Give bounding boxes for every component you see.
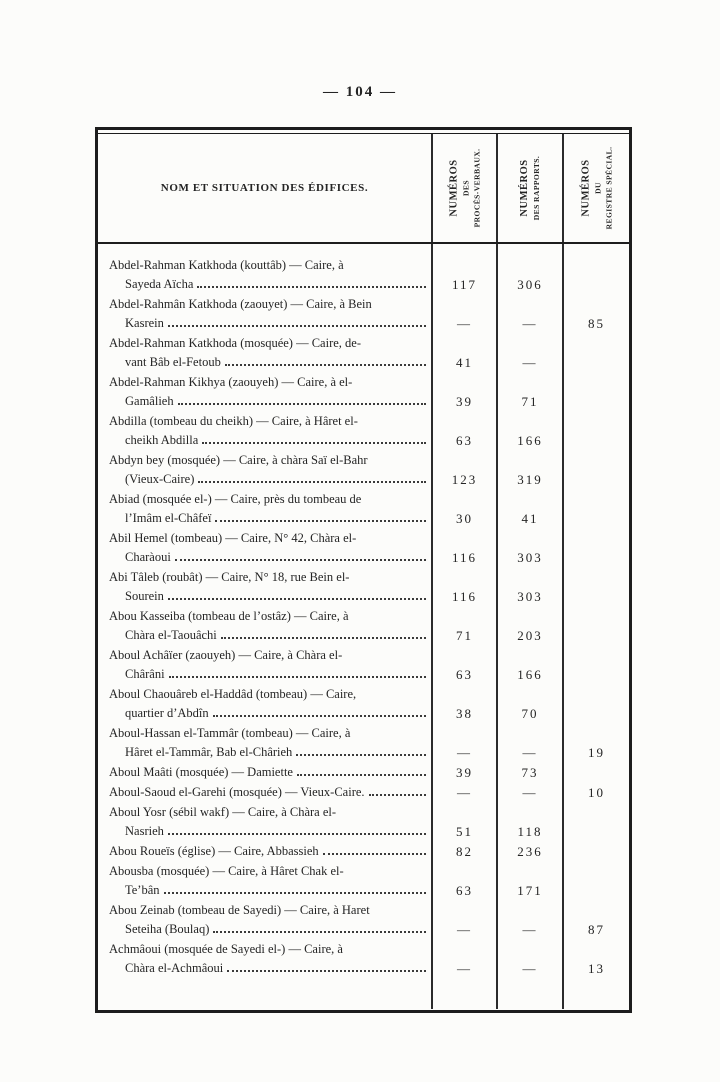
name-line: Abdel-Rahman Katkhoda (kouttâb) — Caire, à xyxy=(109,258,344,272)
registre-cell: 13 xyxy=(562,940,629,979)
pv-cell: — xyxy=(431,901,496,940)
registre-cell xyxy=(562,451,629,490)
edifice-name-cell xyxy=(98,490,431,529)
edifice-name-cell xyxy=(98,451,431,490)
name-line: Abi Tâleb (roubât) — Caire, N° 18, rue Bein el- xyxy=(109,570,350,584)
pv-cell: 39 xyxy=(431,373,496,412)
dot-leader xyxy=(202,442,426,444)
name-line xyxy=(109,548,429,567)
table-row xyxy=(98,412,629,451)
table-row xyxy=(98,646,629,685)
edifice-name-cell xyxy=(98,412,431,451)
name-line xyxy=(109,392,429,411)
registre-cell xyxy=(562,244,629,295)
registre-cell xyxy=(562,568,629,607)
rapport-cell: — xyxy=(496,901,562,940)
pv-cell: 63 xyxy=(431,412,496,451)
name-line xyxy=(109,920,429,939)
name-text: Seteiha (Boulaq) xyxy=(125,922,210,936)
dot-leader xyxy=(221,637,426,639)
registre-cell xyxy=(562,842,629,862)
registre-cell xyxy=(562,490,629,529)
name-line: Abdilla (tombeau du cheikh) — Caire, à Hâret el- xyxy=(109,414,358,428)
pv-cell: 123 xyxy=(431,451,496,490)
rapport-cell: 303 xyxy=(496,529,562,568)
edifice-name-cell xyxy=(98,334,431,373)
header-line: NUMÉROS xyxy=(580,159,591,217)
name-line xyxy=(109,353,429,372)
registre-cell xyxy=(562,763,629,783)
table-filler-row xyxy=(98,979,629,1009)
name-line xyxy=(109,431,429,450)
dot-leader xyxy=(178,403,426,405)
name-text: Kasrein xyxy=(125,316,164,330)
registre-cell xyxy=(562,412,629,451)
registre-cell: 19 xyxy=(562,724,629,763)
registre-cell xyxy=(562,685,629,724)
table-row xyxy=(98,901,629,940)
table-row xyxy=(98,940,629,979)
pv-cell: 116 xyxy=(431,529,496,568)
table-row xyxy=(98,763,629,783)
dot-leader xyxy=(215,520,426,522)
pv-cell: 41 xyxy=(431,334,496,373)
edifice-name-cell xyxy=(98,940,431,979)
name-line: Abou Kasseiba (tombeau de l’ostâz) — Caire, à xyxy=(109,609,349,623)
page-number: — 104 — xyxy=(323,84,397,100)
dot-leader xyxy=(225,364,426,366)
edifice-name-cell xyxy=(98,295,431,334)
table-inner xyxy=(98,133,629,1009)
table-row xyxy=(98,490,629,529)
filler-num-cell xyxy=(562,979,629,1009)
table-row xyxy=(98,529,629,568)
name-line xyxy=(109,626,429,645)
header-line: NUMÉROS xyxy=(448,159,459,217)
rapport-cell: 303 xyxy=(496,568,562,607)
edifice-name-cell xyxy=(98,685,431,724)
rapport-cell: 203 xyxy=(496,607,562,646)
name-text: Aboul Maâti (mosquée) — Damiette xyxy=(109,765,293,779)
pv-cell: 38 xyxy=(431,685,496,724)
name-line: Abou Zeinab (tombeau de Sayedi) — Caire, à Haret xyxy=(109,903,370,917)
registre-cell: 10 xyxy=(562,783,629,803)
dot-leader xyxy=(297,774,426,776)
name-text: Nasrieh xyxy=(125,824,164,838)
name-line xyxy=(109,881,429,900)
dot-leader xyxy=(169,676,426,678)
registre-cell xyxy=(562,862,629,901)
table-row xyxy=(98,295,629,334)
table-row xyxy=(98,244,629,295)
name-line: Abdyn bey (mosquée) — Caire, à chàra Saï el-Bahr xyxy=(109,453,368,467)
dot-leader xyxy=(369,794,426,796)
name-text: vant Bâb el-Fetoub xyxy=(125,355,221,369)
edifice-name-cell xyxy=(98,783,431,803)
registre-cell xyxy=(562,607,629,646)
rapport-cell: 171 xyxy=(496,862,562,901)
registre-cell: 87 xyxy=(562,901,629,940)
table-row xyxy=(98,373,629,412)
rapport-cell: — xyxy=(496,940,562,979)
name-line xyxy=(109,314,429,333)
table-row xyxy=(98,451,629,490)
name-line xyxy=(109,704,429,723)
rotated-header-text xyxy=(448,136,481,240)
name-line xyxy=(109,743,429,762)
rapport-cell: 71 xyxy=(496,373,562,412)
dot-leader xyxy=(213,715,426,717)
table-body xyxy=(98,244,629,1009)
edifice-name-cell xyxy=(98,724,431,763)
rapport-cell: 73 xyxy=(496,763,562,783)
header-line: REGISTRE SPÉCIAL. xyxy=(604,146,613,230)
name-text: Charàoui xyxy=(125,550,171,564)
dot-leader xyxy=(296,754,426,756)
name-line xyxy=(109,665,429,684)
rapport-cell: — xyxy=(496,295,562,334)
table-header xyxy=(98,134,629,244)
name-line xyxy=(109,842,429,861)
edifice-name-cell xyxy=(98,803,431,842)
pv-cell: 71 xyxy=(431,607,496,646)
header-line: DU xyxy=(593,182,602,194)
header-line: DES RAPPORTS. xyxy=(532,155,541,221)
edifice-name-cell xyxy=(98,862,431,901)
name-line xyxy=(109,509,429,528)
table-row xyxy=(98,685,629,724)
name-text: Chàra el-Achmâoui xyxy=(125,961,224,975)
name-line: Abdel-Rahman Kikhya (zaouyeh) — Caire, à el- xyxy=(109,375,353,389)
table-row xyxy=(98,803,629,842)
edifice-name-cell xyxy=(98,901,431,940)
registre-cell xyxy=(562,334,629,373)
table-frame xyxy=(95,127,632,1013)
pv-cell: 63 xyxy=(431,646,496,685)
name-text: Chàra el-Taouâchi xyxy=(125,628,217,642)
name-text: cheikh Abdilla xyxy=(125,433,199,447)
name-line: Aboul Yosr (sébil wakf) — Caire, à Chàra el- xyxy=(109,805,337,819)
pv-cell: 51 xyxy=(431,803,496,842)
rapport-cell: 166 xyxy=(496,646,562,685)
edifice-name-cell xyxy=(98,763,431,783)
name-text: (Vieux-Caire) xyxy=(125,472,195,486)
name-text: Sayeda Aïcha xyxy=(125,277,194,291)
table-row xyxy=(98,568,629,607)
name-line: Abiad (mosquée el-) — Caire, près du tombeau de xyxy=(109,492,362,506)
edifice-name-cell xyxy=(98,842,431,862)
name-line xyxy=(109,783,429,802)
filler-num-cell xyxy=(431,979,496,1009)
edifice-name-cell xyxy=(98,607,431,646)
dot-leader xyxy=(168,598,426,600)
dot-leader xyxy=(168,325,426,327)
name-text: Te’bân xyxy=(125,883,160,897)
name-line xyxy=(109,959,429,978)
name-column-header: NOM ET SITUATION DES ÉDIFICES. xyxy=(160,182,369,194)
rapport-cell: — xyxy=(496,334,562,373)
edifice-name-cell xyxy=(98,529,431,568)
rapport-cell: 41 xyxy=(496,490,562,529)
edifice-name-cell xyxy=(98,373,431,412)
name-text: Gamâlieh xyxy=(125,394,174,408)
name-line xyxy=(109,470,429,489)
name-line xyxy=(109,275,429,294)
dot-leader xyxy=(197,286,426,288)
rapport-cell: 70 xyxy=(496,685,562,724)
pv-cell: 116 xyxy=(431,568,496,607)
name-line: Aboul Chaouâreb el-Haddâd (tombeau) — Caire, xyxy=(109,687,357,701)
pv-cell: 39 xyxy=(431,763,496,783)
registre-cell xyxy=(562,803,629,842)
name-text: Chârâni xyxy=(125,667,165,681)
dot-leader xyxy=(164,892,426,894)
pv-cell: — xyxy=(431,940,496,979)
name-line: Abil Hemel (tombeau) — Caire, N° 42, Chàra el- xyxy=(109,531,357,545)
name-line: Abdel-Rahman Katkhoda (mosquée) — Caire, de- xyxy=(109,336,362,350)
rotated-header-text xyxy=(519,136,541,240)
header-line: PROCÈS-VERBAUX. xyxy=(472,148,481,228)
pv-cell: 63 xyxy=(431,862,496,901)
name-text: Aboul-Saoud el-Garehi (mosquée) — Vieux-Caire. xyxy=(109,785,365,799)
name-line xyxy=(109,763,429,782)
pv-cell: — xyxy=(431,295,496,334)
edifice-name-cell xyxy=(98,646,431,685)
table-row xyxy=(98,862,629,901)
name-line: Aboul Achâïer (zaouyeh) — Caire, à Chàra el- xyxy=(109,648,343,662)
name-text: Abou Roueïs (église) — Caire, Abbassieh xyxy=(109,844,319,858)
rapport-cell: 118 xyxy=(496,803,562,842)
edifice-name-cell xyxy=(98,568,431,607)
table-row xyxy=(98,334,629,373)
rapport-cell: — xyxy=(496,783,562,803)
name-line: Abousba (mosquée) — Caire, à Hâret Chak el- xyxy=(109,864,344,878)
header-line: DES xyxy=(461,180,470,196)
dot-leader xyxy=(227,970,426,972)
num-col-header-2 xyxy=(562,134,629,242)
pv-cell: 30 xyxy=(431,490,496,529)
rotated-header-text xyxy=(580,136,613,240)
name-text: Sourein xyxy=(125,589,164,603)
filler-name-cell xyxy=(98,979,431,1009)
registre-cell xyxy=(562,529,629,568)
name-line: Aboul-Hassan el-Tammâr (tombeau) — Caire, à xyxy=(109,726,351,740)
rapport-cell: 166 xyxy=(496,412,562,451)
rapport-cell: 319 xyxy=(496,451,562,490)
dot-leader xyxy=(168,833,426,835)
pv-cell: 82 xyxy=(431,842,496,862)
registre-cell: 85 xyxy=(562,295,629,334)
table-row xyxy=(98,842,629,862)
num-col-header-0 xyxy=(431,134,496,242)
rapport-cell: 236 xyxy=(496,842,562,862)
name-line: Abdel-Rahmân Katkhoda (zaouyet) — Caire, à Bein xyxy=(109,297,372,311)
name-text: quartier d’Abdîn xyxy=(125,706,209,720)
dot-leader xyxy=(198,481,426,483)
registre-cell xyxy=(562,373,629,412)
pv-cell: 117 xyxy=(431,244,496,295)
pv-cell: — xyxy=(431,783,496,803)
edifice-name-cell xyxy=(98,244,431,295)
filler-num-cell xyxy=(496,979,562,1009)
rapport-cell: — xyxy=(496,724,562,763)
table-row xyxy=(98,724,629,763)
pv-cell: — xyxy=(431,724,496,763)
name-line: Achmâoui (mosquée de Sayedi el-) — Caire, à xyxy=(109,942,343,956)
header-line: NUMÉROS xyxy=(519,159,530,217)
num-col-header-1 xyxy=(496,134,562,242)
name-line xyxy=(109,822,429,841)
dot-leader xyxy=(213,931,426,933)
table-row xyxy=(98,607,629,646)
dot-leader xyxy=(175,559,426,561)
name-line xyxy=(109,587,429,606)
registre-cell xyxy=(562,646,629,685)
name-text: Hâret el-Tammâr, Bab el-Chârieh xyxy=(125,745,293,759)
dot-leader xyxy=(323,853,426,855)
name-text: l’Imâm el-Châfeï xyxy=(125,511,212,525)
table-row xyxy=(98,783,629,803)
rapport-cell: 306 xyxy=(496,244,562,295)
